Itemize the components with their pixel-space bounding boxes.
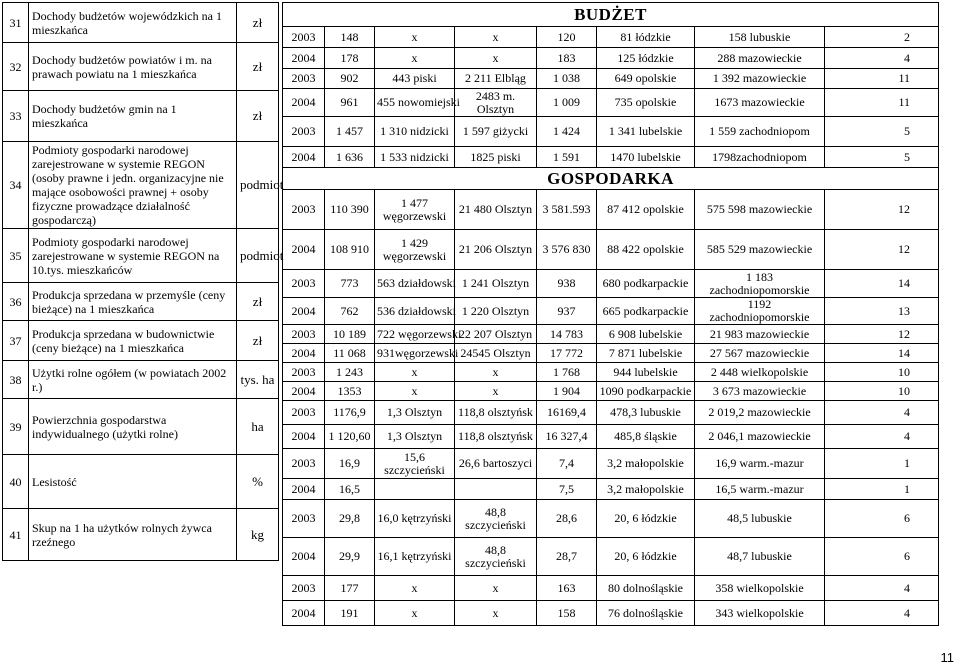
section-title-gospodarka: GOSPODARKA — [283, 168, 939, 190]
indicator-unit: zł — [237, 43, 279, 91]
indicator-row — [3, 283, 279, 321]
min-region-cell: 1 341 lubelskie — [597, 117, 695, 147]
rank-cell: 12 — [825, 325, 939, 344]
max-region-cell: 1 392 mazowieckie — [695, 69, 825, 89]
region-value-cell: 1 904 — [537, 382, 597, 401]
year-cell: 2004 — [283, 298, 325, 325]
row-number: 38 — [3, 361, 29, 399]
region-value-cell: 158 — [537, 601, 597, 626]
indicator-row — [3, 43, 279, 91]
rank-cell: 4 — [825, 425, 939, 449]
region-value-cell: 7,5 — [537, 479, 597, 500]
data-row — [283, 401, 939, 425]
indicator-row — [3, 321, 279, 361]
region-value-cell: 16169,4 — [537, 401, 597, 425]
max-powiat-cell: 21 206 Olsztyn — [455, 230, 537, 270]
year-cell: 2003 — [283, 363, 325, 382]
max-powiat-cell: x — [455, 48, 537, 69]
section-title-budzet: BUDŻET — [283, 3, 939, 27]
indicator-description: Lesistość — [29, 455, 237, 509]
rank-cell: 4 — [825, 601, 939, 626]
min-region-cell: 80 dolnośląskie — [597, 576, 695, 601]
poland-value-cell: 961 — [325, 89, 375, 117]
year-cell: 2004 — [283, 344, 325, 363]
max-region-cell: 575 598 mazowieckie — [695, 190, 825, 230]
indicator-unit: zł — [237, 3, 279, 43]
indicator-table — [2, 2, 284, 561]
region-value-cell: 937 — [537, 298, 597, 325]
max-powiat-cell: 1825 piski — [455, 147, 537, 168]
section-header-row — [283, 168, 939, 190]
indicator-unit: tys. ha — [237, 361, 279, 399]
data-row — [283, 344, 939, 363]
data-row — [283, 500, 939, 538]
data-row — [283, 538, 939, 576]
min-powiat-cell: 931węgorzewski — [375, 344, 455, 363]
min-region-cell: 3,2 małopolskie — [597, 449, 695, 479]
max-powiat-cell: 2 211 Elbląg — [455, 69, 537, 89]
min-powiat-cell: 1,3 Olsztyn — [375, 401, 455, 425]
max-region-cell: 158 lubuskie — [695, 27, 825, 48]
region-value-cell: 1 009 — [537, 89, 597, 117]
region-value-cell: 163 — [537, 576, 597, 601]
min-region-cell: 6 908 lubelskie — [597, 325, 695, 344]
indicator-unit: podmiot — [237, 142, 279, 229]
region-value-cell: 938 — [537, 270, 597, 298]
poland-value-cell: 762 — [325, 298, 375, 325]
max-region-cell: 21 983 mazowieckie — [695, 325, 825, 344]
data-row — [283, 363, 939, 382]
rank-cell: 11 — [825, 69, 939, 89]
poland-value-cell: 1 120,60 — [325, 425, 375, 449]
poland-value-cell: 1353 — [325, 382, 375, 401]
max-region-cell: 3 673 mazowieckie — [695, 382, 825, 401]
min-powiat-cell: x — [375, 382, 455, 401]
data-row — [283, 147, 939, 168]
indicator-row — [3, 229, 279, 283]
year-cell: 2004 — [283, 479, 325, 500]
min-region-cell: 76 dolnośląskie — [597, 601, 695, 626]
region-value-cell: 17 772 — [537, 344, 597, 363]
poland-value-cell: 773 — [325, 270, 375, 298]
year-cell: 2004 — [283, 538, 325, 576]
max-region-cell: 2 448 wielkopolskie — [695, 363, 825, 382]
max-powiat-cell: 21 480 Olsztyn — [455, 190, 537, 230]
year-cell: 2004 — [283, 382, 325, 401]
poland-value-cell: 16,9 — [325, 449, 375, 479]
row-number: 39 — [3, 399, 29, 455]
region-value-cell: 1 591 — [537, 147, 597, 168]
year-cell: 2003 — [283, 325, 325, 344]
min-powiat-cell: 16,1 kętrzyński — [375, 538, 455, 576]
rank-cell: 12 — [825, 230, 939, 270]
year-cell: 2003 — [283, 500, 325, 538]
indicator-row — [3, 399, 279, 455]
data-row — [283, 69, 939, 89]
year-cell: 2004 — [283, 48, 325, 69]
max-region-cell: 1 183 zachodniopomorskie — [695, 270, 825, 298]
min-powiat-cell: 563 działdowski — [375, 270, 455, 298]
year-cell: 2004 — [283, 89, 325, 117]
min-region-cell: 735 opolskie — [597, 89, 695, 117]
min-region-cell: 944 lubelskie — [597, 363, 695, 382]
max-region-cell: 1798zachodniopom — [695, 147, 825, 168]
data-row — [283, 425, 939, 449]
rank-cell: 14 — [825, 344, 939, 363]
max-region-cell: 48,5 lubuskie — [695, 500, 825, 538]
max-region-cell: 1673 mazowieckie — [695, 89, 825, 117]
min-powiat-cell: 1 477 węgorzewski — [375, 190, 455, 230]
data-table — [282, 2, 939, 626]
rank-cell: 6 — [825, 500, 939, 538]
indicator-row — [3, 142, 279, 229]
min-region-cell: 88 422 opolskie — [597, 230, 695, 270]
year-cell: 2003 — [283, 576, 325, 601]
data-row — [283, 576, 939, 601]
rank-cell: 13 — [825, 298, 939, 325]
max-region-cell: 2 019,2 mazowieckie — [695, 401, 825, 425]
row-number: 35 — [3, 229, 29, 283]
data-row — [283, 449, 939, 479]
min-powiat-cell: x — [375, 576, 455, 601]
indicator-description: Podmioty gospodarki narodowej zarejestrowane w systemie REGON (osoby prawne i jedn. organizacyjne nie mające osobowości prawnej + osoby fizyczne prowadzące działalność gospodarczą) — [29, 142, 237, 229]
indicator-description: Dochody budżetów wojewódzkich na 1 mieszkańca — [29, 3, 237, 43]
max-region-cell: 358 wielkopolskie — [695, 576, 825, 601]
min-region-cell: 680 podkarpackie — [597, 270, 695, 298]
data-row — [283, 325, 939, 344]
max-powiat-cell: 22 207 Olsztyn — [455, 325, 537, 344]
rank-cell: 10 — [825, 363, 939, 382]
min-powiat-cell: x — [375, 48, 455, 69]
rank-cell: 1 — [825, 449, 939, 479]
region-value-cell: 3 581.593 — [537, 190, 597, 230]
max-powiat-cell: x — [455, 27, 537, 48]
max-powiat-cell: x — [455, 382, 537, 401]
max-region-cell: 16,9 warm.-mazur — [695, 449, 825, 479]
poland-value-cell: 177 — [325, 576, 375, 601]
year-cell: 2004 — [283, 147, 325, 168]
min-powiat-cell: 1 533 nidzicki — [375, 147, 455, 168]
max-powiat-cell: 1 220 Olsztyn — [455, 298, 537, 325]
indicator-unit: ha — [237, 399, 279, 455]
max-region-cell: 16,5 warm.-mazur — [695, 479, 825, 500]
year-cell: 2003 — [283, 401, 325, 425]
min-region-cell: 478,3 lubuskie — [597, 401, 695, 425]
indicator-description: Użytki rolne ogółem (w powiatach 2002 r.) — [29, 361, 237, 399]
max-powiat-cell — [455, 479, 537, 500]
poland-value-cell: 1176,9 — [325, 401, 375, 425]
data-row — [283, 601, 939, 626]
indicator-row — [3, 509, 279, 561]
poland-value-cell: 1 457 — [325, 117, 375, 147]
row-number: 37 — [3, 321, 29, 361]
poland-value-cell: 11 068 — [325, 344, 375, 363]
min-powiat-cell: x — [375, 363, 455, 382]
min-powiat-cell: x — [375, 27, 455, 48]
max-powiat-cell: x — [455, 576, 537, 601]
row-number: 32 — [3, 43, 29, 91]
region-value-cell: 16 327,4 — [537, 425, 597, 449]
min-region-cell: 649 opolskie — [597, 69, 695, 89]
max-powiat-cell: 118,8 olsztyńsk — [455, 401, 537, 425]
indicator-description: Produkcja sprzedana w przemyśle (ceny bieżące) na 1 mieszkańca — [29, 283, 237, 321]
max-powiat-cell: 48,8 szczycieński — [455, 538, 537, 576]
section-header-row — [283, 3, 939, 27]
year-cell: 2003 — [283, 190, 325, 230]
data-row — [283, 48, 939, 69]
rank-cell: 4 — [825, 48, 939, 69]
min-region-cell: 3,2 małopolskie — [597, 479, 695, 500]
poland-value-cell: 108 910 — [325, 230, 375, 270]
indicator-unit: zł — [237, 91, 279, 142]
indicator-unit: zł — [237, 283, 279, 321]
data-row — [283, 27, 939, 48]
min-powiat-cell: 722 węgorzewski — [375, 325, 455, 344]
row-number: 40 — [3, 455, 29, 509]
data-row — [283, 89, 939, 117]
min-region-cell: 20, 6 łódzkie — [597, 500, 695, 538]
region-value-cell: 7,4 — [537, 449, 597, 479]
indicator-row — [3, 455, 279, 509]
max-powiat-cell: x — [455, 601, 537, 626]
max-powiat-cell: 48,8 szczycieński — [455, 500, 537, 538]
rank-cell: 10 — [825, 382, 939, 401]
poland-value-cell: 29,9 — [325, 538, 375, 576]
rank-cell: 2 — [825, 27, 939, 48]
indicator-unit: zł — [237, 321, 279, 361]
data-row — [283, 382, 939, 401]
max-powiat-cell: x — [455, 363, 537, 382]
min-powiat-cell: 1 429 węgorzewski — [375, 230, 455, 270]
rank-cell: 5 — [825, 117, 939, 147]
region-value-cell: 28,7 — [537, 538, 597, 576]
poland-value-cell: 148 — [325, 27, 375, 48]
region-value-cell: 28,6 — [537, 500, 597, 538]
max-powiat-cell: 118,8 olsztyńsk — [455, 425, 537, 449]
max-powiat-cell: 24545 Olsztyn — [455, 344, 537, 363]
row-number: 34 — [3, 142, 29, 229]
region-value-cell: 120 — [537, 27, 597, 48]
region-value-cell: 14 783 — [537, 325, 597, 344]
poland-value-cell: 1 636 — [325, 147, 375, 168]
max-region-cell: 585 529 mazowieckie — [695, 230, 825, 270]
indicator-description: Skup na 1 ha użytków rolnych żywca rzeźnego — [29, 509, 237, 561]
year-cell: 2003 — [283, 270, 325, 298]
min-region-cell: 125 łódzkie — [597, 48, 695, 69]
data-row — [283, 117, 939, 147]
indicator-unit: kg — [237, 509, 279, 561]
min-region-cell: 1470 lubelskie — [597, 147, 695, 168]
year-cell: 2003 — [283, 449, 325, 479]
rank-cell: 5 — [825, 147, 939, 168]
rank-cell: 11 — [825, 89, 939, 117]
poland-value-cell: 16,5 — [325, 479, 375, 500]
year-cell: 2003 — [283, 69, 325, 89]
year-cell: 2004 — [283, 230, 325, 270]
rank-cell: 6 — [825, 538, 939, 576]
min-powiat-cell — [375, 479, 455, 500]
max-region-cell: 288 mazowieckie — [695, 48, 825, 69]
min-powiat-cell: 15,6 szczycieński — [375, 449, 455, 479]
rank-cell: 4 — [825, 576, 939, 601]
data-row — [283, 230, 939, 270]
indicator-row — [3, 3, 279, 43]
min-region-cell: 665 podkarpackie — [597, 298, 695, 325]
max-region-cell: 1192 zachodniopomorskie — [695, 298, 825, 325]
min-powiat-cell: 1 310 nidzicki — [375, 117, 455, 147]
max-region-cell: 1 559 zachodniopom — [695, 117, 825, 147]
region-value-cell: 3 576 830 — [537, 230, 597, 270]
max-region-cell: 343 wielkopolskie — [695, 601, 825, 626]
region-value-cell: 183 — [537, 48, 597, 69]
poland-value-cell: 178 — [325, 48, 375, 69]
min-powiat-cell: 443 piski — [375, 69, 455, 89]
max-powiat-cell: 2483 m. Olsztyn — [455, 89, 537, 117]
indicator-unit: podmiot — [237, 229, 279, 283]
indicator-row — [3, 91, 279, 142]
min-region-cell: 81 łódzkie — [597, 27, 695, 48]
indicator-description: Powierzchnia gospodarstwa indywidualnego (użytki rolne) — [29, 399, 237, 455]
min-region-cell: 7 871 lubelskie — [597, 344, 695, 363]
min-powiat-cell: 536 działdowski — [375, 298, 455, 325]
poland-value-cell: 191 — [325, 601, 375, 626]
rank-cell: 12 — [825, 190, 939, 230]
min-region-cell: 20, 6 łódzkie — [597, 538, 695, 576]
year-cell: 2003 — [283, 117, 325, 147]
data-row — [283, 479, 939, 500]
rank-cell: 1 — [825, 479, 939, 500]
indicator-unit: % — [237, 455, 279, 509]
min-powiat-cell: x — [375, 601, 455, 626]
max-powiat-cell: 1 597 giżycki — [455, 117, 537, 147]
rank-cell: 4 — [825, 401, 939, 425]
data-row — [283, 190, 939, 230]
poland-value-cell: 10 189 — [325, 325, 375, 344]
poland-value-cell: 110 390 — [325, 190, 375, 230]
row-number: 36 — [3, 283, 29, 321]
min-region-cell: 485,8 śląskie — [597, 425, 695, 449]
data-row — [283, 270, 939, 298]
indicator-description: Dochody budżetów gmin na 1 mieszkańca — [29, 91, 237, 142]
data-row — [283, 298, 939, 325]
year-cell: 2003 — [283, 27, 325, 48]
year-cell: 2004 — [283, 425, 325, 449]
max-region-cell: 2 046,1 mazowieckie — [695, 425, 825, 449]
min-region-cell: 1090 podkarpackie — [597, 382, 695, 401]
region-value-cell: 1 038 — [537, 69, 597, 89]
rank-cell: 14 — [825, 270, 939, 298]
year-cell: 2004 — [283, 601, 325, 626]
indicator-row — [3, 361, 279, 399]
row-number: 33 — [3, 91, 29, 142]
min-powiat-cell: 16,0 kętrzyński — [375, 500, 455, 538]
min-region-cell: 87 412 opolskie — [597, 190, 695, 230]
region-value-cell: 1 424 — [537, 117, 597, 147]
poland-value-cell: 29,8 — [325, 500, 375, 538]
poland-value-cell: 902 — [325, 69, 375, 89]
max-region-cell: 48,7 lubuskie — [695, 538, 825, 576]
poland-value-cell: 1 243 — [325, 363, 375, 382]
indicator-description: Podmioty gospodarki narodowej zarejestrowane w systemie REGON na 10.tys. mieszkańców — [29, 229, 237, 283]
max-powiat-cell: 26,6 bartoszyci — [455, 449, 537, 479]
region-value-cell: 1 768 — [537, 363, 597, 382]
min-powiat-cell: 455 nowomiejski — [375, 89, 455, 117]
min-powiat-cell: 1,3 Olsztyn — [375, 425, 455, 449]
max-powiat-cell: 1 241 Olsztyn — [455, 270, 537, 298]
row-number: 41 — [3, 509, 29, 561]
page-number: 11 — [940, 650, 954, 665]
row-number: 31 — [3, 3, 29, 43]
max-region-cell: 27 567 mazowieckie — [695, 344, 825, 363]
indicator-description: Produkcja sprzedana w budownictwie (ceny bieżące) na 1 mieszkańca — [29, 321, 237, 361]
indicator-description: Dochody budżetów powiatów i m. na prawach powiatu na 1 mieszkańca — [29, 43, 237, 91]
